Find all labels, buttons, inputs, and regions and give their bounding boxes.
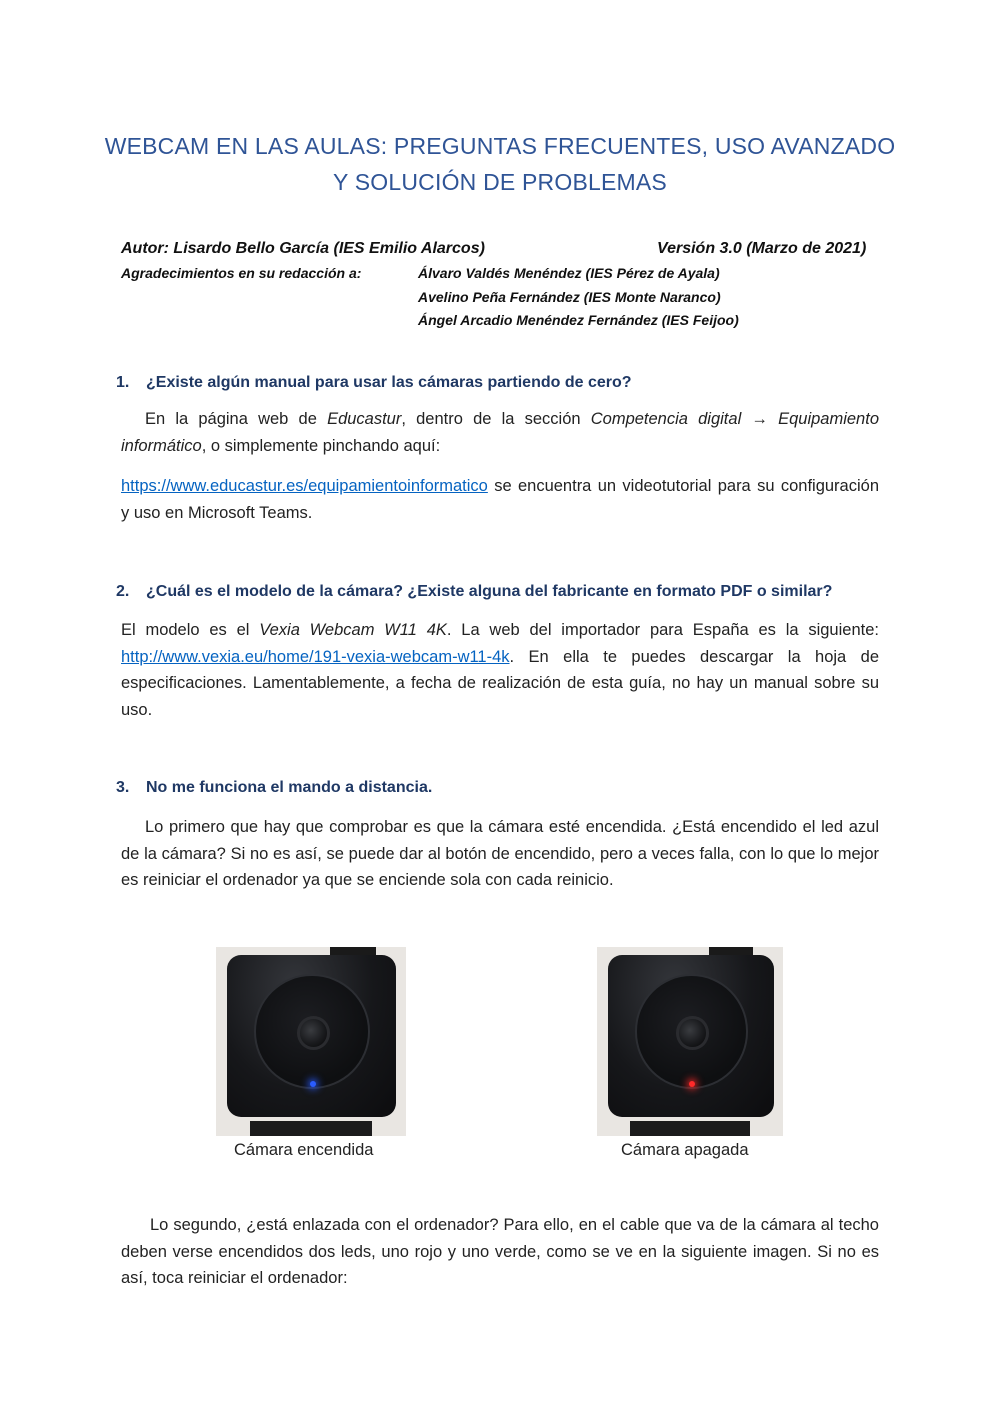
camera-off-photo <box>597 947 783 1136</box>
section-1-heading <box>116 374 632 392</box>
thanks-label: Agradecimientos en su redacción a: <box>121 265 362 281</box>
educastur-link[interactable]: https://www.educastur.es/equipamientoinformatico <box>121 477 488 495</box>
thanks-name-2: Avelino Peña Fernández (IES Monte Naranco) <box>418 289 721 305</box>
author-line: Autor: Lisardo Bello García (IES Emilio Alarcos) <box>121 240 485 257</box>
vexia-link[interactable]: http://www.vexia.eu/home/191-vexia-webcam-w11-4k <box>121 647 510 666</box>
section-heading-text: No me funciona el mando a distancia. <box>146 779 433 796</box>
title-line-2: Y SOLUCIÓN DE PROBLEMAS <box>333 169 667 195</box>
arrow-icon: → <box>751 410 768 428</box>
section-heading-text: ¿Cuál es el modelo de la cámara? ¿Existe alguna del fabricante en formato PDF o similar? <box>146 583 833 600</box>
emphasis-competencia: Competencia digital <box>590 410 742 428</box>
section-number: 3. <box>116 779 130 796</box>
document-title <box>100 128 900 200</box>
section-heading-text: ¿Existe algún manual para usar las cámaras partiendo de cero? <box>146 374 632 391</box>
version-line: Versión 3.0 (Marzo de 2021) <box>657 240 867 257</box>
emphasis-model: Vexia Webcam W11 4K <box>259 621 447 639</box>
figure-caption-on: Cámara encendida <box>234 1141 374 1159</box>
figure-caption-off: Cámara apagada <box>621 1141 749 1159</box>
section-number: 2. <box>116 583 130 600</box>
section-1-paragraph-2: https://www.educastur.es/equipamientoinformatico se encuentra un videotutorial para su configuración y uso en Microsoft Teams. <box>121 477 879 522</box>
thanks-name-1: Álvaro Valdés Menéndez (IES Pérez de Ayala) <box>418 265 720 281</box>
section-2-paragraph: El modelo es el Vexia Webcam W11 4K. La web del importador para España es la siguiente: http://www.vexia.eu/home/191-vexia-webcam-w11-4k. En ella te puedes descargar la hoja de especificaciones. Lamentablemente, a fecha de realización de esta guía, no hay un manual sobre su uso. <box>121 621 879 719</box>
camera-on-photo <box>216 947 406 1136</box>
section-1-paragraph-1: En la página web de Educastur, dentro de la sección Competencia digital → Equipamiento informático, o simplemente pinchando aquí: <box>121 410 879 455</box>
thanks-name-3: Ángel Arcadio Menéndez Fernández (IES Feijoo) <box>418 312 739 328</box>
section-3-paragraph-1: Lo primero que hay que comprobar es que la cámara esté encendida. ¿Está encendido el led azul de la cámara? Si no es así, se puede dar al botón de encendido, pero a veces falla, con lo que lo mejor es reiniciar el ordenador ya que se enciende sola con cada reinicio. <box>121 818 879 889</box>
section-2-heading <box>116 583 832 601</box>
emphasis-educastur: Educastur <box>327 410 402 428</box>
emphasis-equipamiento: Equipamiento informático <box>121 410 879 455</box>
section-number: 1. <box>116 374 130 391</box>
section-3-paragraph-2: Lo segundo, ¿está enlazada con el ordenador? Para ello, en el cable que va de la cámara al techo deben verse encendidos dos leds, uno rojo y uno verde, como se ve en la siguiente imagen. Si no es así, toca reiniciar el ordenador: <box>121 1216 879 1287</box>
section-3-heading <box>116 779 432 797</box>
title-line-1: WEBCAM EN LAS AULAS: PREGUNTAS FRECUENTES, USO AVANZADO <box>104 133 896 159</box>
